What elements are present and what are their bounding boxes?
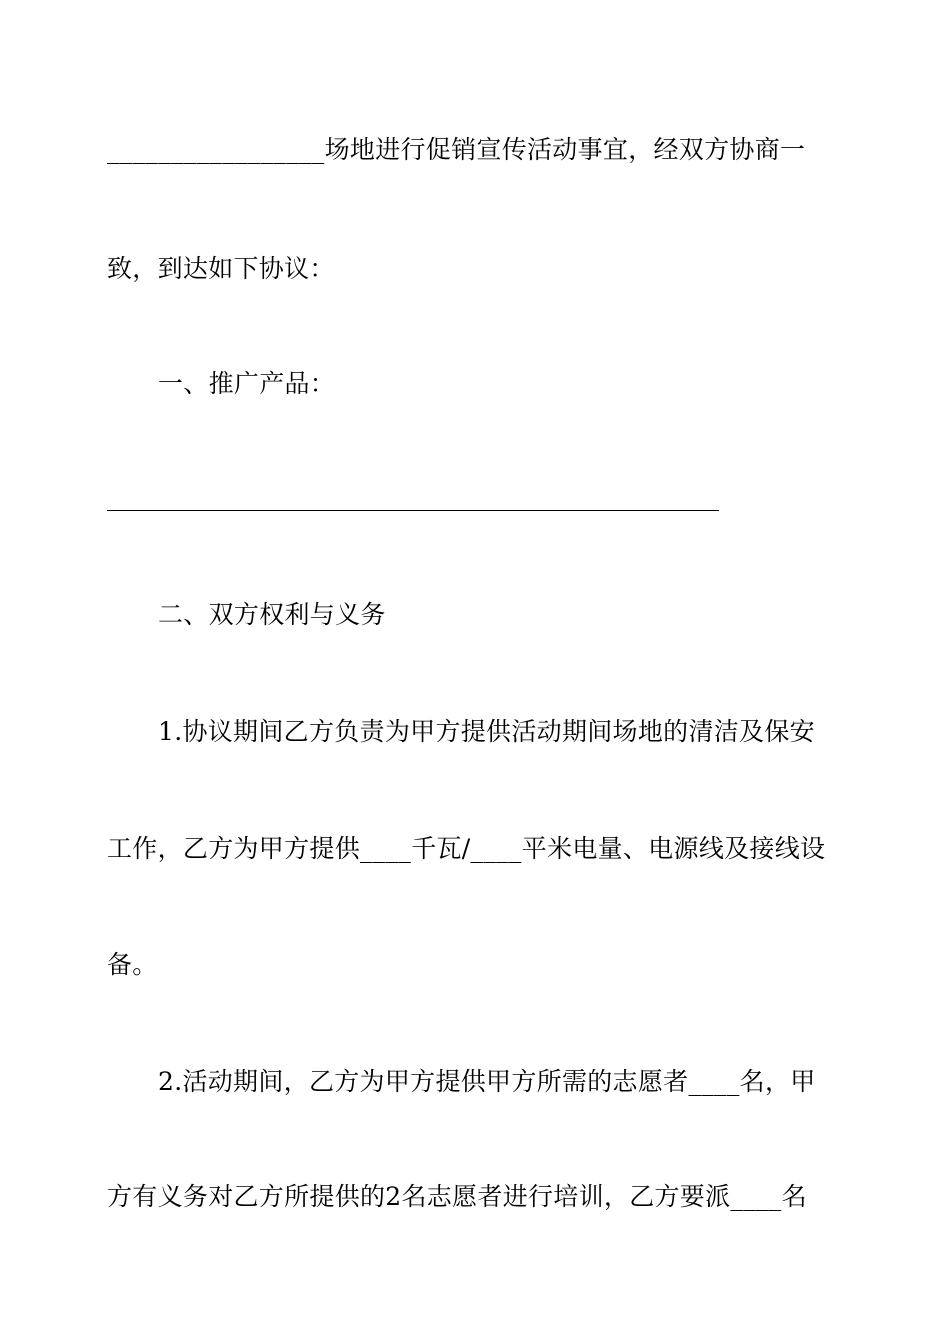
paragraph-line-2: 致，到达如下协议： — [107, 254, 335, 283]
section-heading-2: 二、双方权利与义务 — [158, 600, 386, 629]
clause-1-line-3: 备。 — [107, 950, 158, 979]
blank-fill-line — [107, 510, 719, 511]
clause-1-line-2: 工作，乙方为甲方提供____千瓦/____平米电量、电源线及接线设 — [107, 834, 826, 863]
paragraph-line-1: _________________场地进行促销宣传活动事宜，经双方协商一 — [107, 135, 806, 164]
clause-1-line-1: 1.协议期间乙方负责为甲方提供活动期间场地的清洁及保安 — [158, 717, 815, 746]
clause-2-line-1: 2.活动期间，乙方为甲方提供甲方所需的志愿者____名，甲 — [158, 1067, 816, 1096]
clause-2-line-2: 方有义务对乙方所提供的2名志愿者进行培训，乙方要派____名 — [107, 1182, 807, 1211]
section-heading-1: 一、推广产品： — [158, 369, 336, 398]
